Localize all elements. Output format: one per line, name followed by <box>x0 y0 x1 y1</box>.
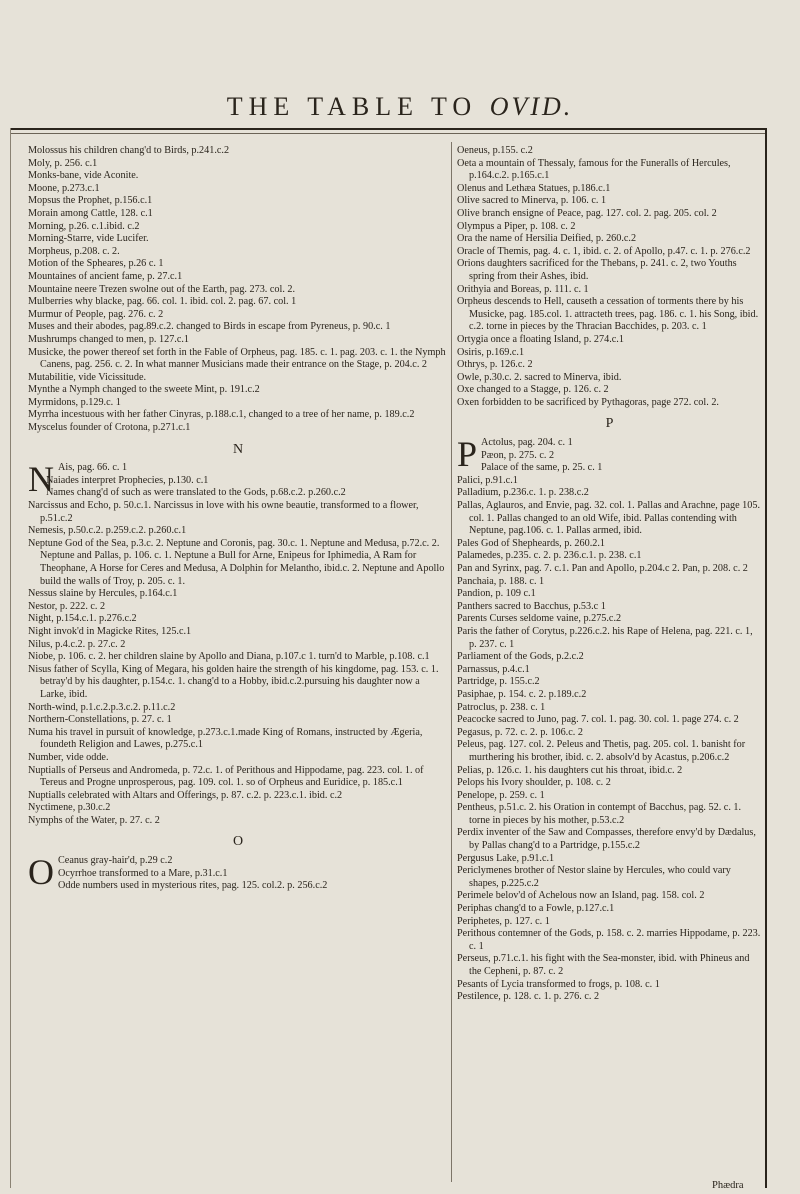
index-entry: Mopsus the Prophet, p.156.c.1 <box>28 195 153 207</box>
index-entry: Periphetes, p. 127. c. 1 <box>457 915 550 927</box>
index-entry: Mutabilitie, vide Vicissitude. <box>28 371 147 383</box>
index-entry: Moly, p. 256. c.1 <box>28 157 98 169</box>
index-entry: Olympus a Piper, p. 108. c. 2 <box>457 220 576 232</box>
header-rule <box>10 133 765 134</box>
index-entry: Niobe, p. 106. c. 2. her children slaine by Apollo and Diana, p.107.c 1. turn'd to Marble, p.108. c.1 <box>28 651 430 663</box>
index-entry: Oxe changed to a Stagge, p. 126. c. 2 <box>457 384 609 396</box>
index-entry: Mynthe a Nymph changed to the sweete Mint, p. 191.c.2 <box>28 384 260 396</box>
index-entry: Parents Curses seldome vaine, p.275.c.2 <box>457 613 622 625</box>
index-entry: Pallas, Aglauros, and Envie, pag. 32. col. 1. Pallas and Arachne, page 105. col. 1. Pallas changed to an old Wife, ibid. Pallas contending with Neptune, pag.106. c. 1. Pallas armed, ibid. <box>457 500 761 537</box>
index-entry: Number, vide odde. <box>28 751 109 763</box>
index-entry: Actolus, pag. 204. c. 1 <box>481 437 573 449</box>
index-entry: Othrys, p. 126.c. 2 <box>457 359 533 371</box>
index-entry: Musicke, the power thereof set forth in the Fable of Orpheus, pag. 185. c. 1. pag. 203. c. 1. the Nymph Canens, pag. 256. c. 2. In what manner Musicians made their entrance on the Stage, p. 204.c. 2 <box>28 346 446 371</box>
index-entry: Periphas chang'd to a Fowle, p.127.c.1 <box>457 903 615 915</box>
index-entry: Partridge, p. 155.c.2 <box>457 676 540 688</box>
index-entry: Pasiphae, p. 154. c. 2. p.189.c.2 <box>457 688 587 700</box>
p-entries <box>457 475 762 1004</box>
index-entry: Nisus father of Scylla, King of Megara, his golden haire the strength of his kingdome, pag. 153. c. 1. betray'd by his daughter, p.154.c. 1. chang'd to a Hobby, ibid.c.2.pursuing his daughter now a Larke, ibid. <box>28 663 439 700</box>
index-entry: Night, p.154.c.1. p.276.c.2 <box>28 613 137 625</box>
index-entry: Myscelus founder of Crotona, p.271.c.1 <box>28 422 191 434</box>
index-entry: Pelops his Ivory shoulder, p. 108. c. 2 <box>457 777 611 789</box>
index-entry: Nuptialls celebrated with Altars and Offerings, p. 87. c.2. p. 223.c.1. ibid. c.2 <box>28 789 343 801</box>
index-entry: Narcissus and Echo, p. 50.c.1. Narcissus in love with his owne beautie, transformed to a flower, p.51.c.2 <box>28 500 419 524</box>
index-entry: North-wind, p.1.c.2.p.3.c.2. p.11.c.2 <box>28 701 176 713</box>
index-entry: Pan and Syrinx, pag. 7. c.1. Pan and Apollo, p.204.c 2. Pan, p. 208. c. 2 <box>457 563 748 574</box>
index-entry: Nemesis, p.50.c.2. p.259.c.2. p.260.c.1 <box>28 525 187 537</box>
index-entry: Palamedes, p.235. c. 2. p. 236.c.1. p. 238. c.1 <box>457 550 642 562</box>
title-italic: OVID. <box>489 92 574 121</box>
n-first-text: Ais, pag. 66. c. 1 <box>58 462 128 474</box>
index-entry: Mountaine neere Trezen swolne out of the Earth, pag. 273. col. 2. <box>28 283 296 295</box>
o-first-block <box>28 852 448 893</box>
index-entry: Perithous contemner of the Gods, p. 158. c. 2. marries Hippodame, p. 223. c. 1 <box>457 928 761 952</box>
index-entry: Palici, p.91.c.1 <box>457 474 518 486</box>
index-entry: Ceanus gray-hair'd, p.29 c.2 <box>58 855 173 867</box>
p-first-lines <box>457 434 762 475</box>
index-entry: Morning-Starre, vide Lucifer. <box>28 233 149 245</box>
index-entry: Northern-Constellations, p. 27. c. 1 <box>28 714 172 726</box>
index-entry: Owle, p.30.c. 2. sacred to Minerva, ibid. <box>457 371 622 383</box>
index-entry: Naiades interpret Prophecies, p.130. c.1 <box>46 474 209 486</box>
index-entry: Perdix inventer of the Saw and Compasses, therefore envy'd by Dædalus, by Pallas chang'd to a Partridge, p.155.c.2 <box>457 827 756 852</box>
index-entry: Nymphs of the Water, p. 27. c. 2 <box>28 814 160 826</box>
page-title <box>0 92 800 122</box>
index-entry: Oeta a mountain of Thessaly, famous for the Funeralls of Hercules, p.164.c.2. p.165.c.1 <box>457 157 731 182</box>
index-entry: Olenus and Lethæa Statues, p.186.c.1 <box>457 182 611 194</box>
index-entry: Peleus, pag. 127. col. 2. Peleus and Thetis, pag. 205. col. 1. banisht for murthering his brother, ibid. c. 2. absolv'd by Acastus, p.206.c.2 <box>457 739 746 763</box>
o-lines <box>28 852 448 893</box>
index-entry: Parnassus, p.4.c.1 <box>457 663 530 675</box>
index-entry: Nilus, p.4.c.2. p. 27.c. 2 <box>28 638 126 650</box>
drop-cap-o: O <box>28 852 54 893</box>
index-entry: Orions daughters sacrificed for the Thebans, p. 241. c. 2, two Youths spring from their Ashes, ibid. <box>457 258 737 282</box>
index-entry: Night invok'd in Magicke Rites, 125.c.1 <box>28 625 192 637</box>
index-entry: Oracle of Themis, pag. 4. c. 1, ibid. c. 2. of Apollo, p.47. c. 1. p. 276.c.2 <box>457 245 751 257</box>
index-entry: Osiris, p.169.c.1 <box>457 346 525 358</box>
index-entry: Panchaia, p. 188. c. 1 <box>457 575 545 587</box>
right-border <box>765 128 767 1188</box>
index-entry: Motion of the Spheares, p.26 c. 1 <box>28 258 164 270</box>
index-entry: Patroclus, p. 238. c. 1 <box>457 701 546 713</box>
index-entry: Nestor, p. 222. c. 2 <box>28 600 106 612</box>
o-entries <box>457 145 762 409</box>
index-entry: Ocyrrhoe transformed to a Mare, p.31.c.1 <box>58 867 228 879</box>
index-entry: Perseus, p.71.c.1. his fight with the Sea-monster, ibid. with Phineus and the Cepheni, p. 87. c. 2 <box>457 953 750 977</box>
index-entry: Peacocke sacred to Juno, pag. 7. col. 1. pag. 30. col. 1. page 274. c. 2 <box>457 714 739 726</box>
index-entry: Mulberries why blacke, pag. 66. col. 1. ibid. col. 2. pag. 67. col. 1 <box>28 296 297 308</box>
index-entry: Perimele belov'd of Achelous now an Island, pag. 158. col. 2 <box>457 890 705 902</box>
section-heading-p: P <box>605 416 614 432</box>
index-entry: Palace of the same, p. 25. c. 1 <box>481 462 603 474</box>
index-entry: Morain among Cattle, 128. c.1 <box>28 207 153 219</box>
index-entry: Orpheus descends to Hell, causeth a cessation of torments there by his Musicke, pag. 185.col. 1. attracteth trees, pag. 186. c. 1. his Song, ibid. c.2. torne in pieces by the Thracian Bacchides, p. 203. c. 1 <box>457 296 759 333</box>
index-entry: Myrrha incestuous with her father Cinyras, p.188.c.1, changed to a tree of her name, p. 189.c.2 <box>28 409 415 421</box>
index-entry: Nuptialls of Perseus and Andromeda, p. 72.c. 1. of Perithous and Hippodame, pag. 223. col. 1. of Tereus and Progne unprosperous, pag. 109. col. 1. so of Orpheus and Euridice, p. 185.c.1 <box>28 764 424 789</box>
index-entry: Pæon, p. 275. c. 2 <box>481 449 555 461</box>
index-entry: Pentheus, p.51.c. 2. his Oration in contempt of Bacchus, pag. 52. c. 1. torne in pieces by his mother, p.53.c.2 <box>457 802 742 826</box>
index-entry: Olive sacred to Minerva, p. 106. c. 1 <box>457 195 607 207</box>
index-entry: Molossus his children chang'd to Birds, p.241.c.2 <box>28 145 230 156</box>
index-entry: Pandion, p. 109 c.1 <box>457 588 536 600</box>
index-entry: Monks-bane, vide Aconite. <box>28 170 139 182</box>
index-entry: Panthers sacred to Bacchus, p.53.c 1 <box>457 600 606 612</box>
left-border <box>10 128 11 1188</box>
index-entry: Oxen forbidden to be sacrificed by Pythagoras, page 272. col. 2. <box>457 396 719 408</box>
column-divider <box>451 142 452 1182</box>
index-entry: Pales God of Shepheards, p. 260.2.1 <box>457 537 605 549</box>
p-first-block <box>457 434 762 475</box>
index-entry: Numa his travel in pursuit of knowledge, p.273.c.1.made King of Romans, instructed by Ægeria, foundeth Religion and Lawes, p.275.c.1 <box>28 726 423 751</box>
index-entry: Pestilence, p. 128. c. 1. p. 276. c. 2 <box>457 991 600 1003</box>
index-entry: Morpheus, p.208. c. 2. <box>28 245 120 257</box>
index-entry: Olive branch ensigne of Peace, pag. 127. col. 2. pag. 205. col. 2 <box>457 207 717 219</box>
index-entry: Murmur of People, pag. 276. c. 2 <box>28 308 164 320</box>
index-entry: Penelope, p. 259. c. 1 <box>457 789 545 801</box>
index-entry: Muses and their abodes, pag.89.c.2. changed to Birds in escape from Pyreneus, p. 90.c. 1 <box>28 321 391 333</box>
section-heading-n: N <box>232 441 244 457</box>
index-entry: Pegasus, p. 72. c. 2. p. 106.c. 2 <box>457 726 583 738</box>
index-entry: Periclymenes brother of Nestor slaine by Hercules, who could vary shapes, p.225.c.2 <box>457 865 731 889</box>
index-entry: Myrmidons, p.129.c. 1 <box>28 396 121 408</box>
index-entry: Nyctimene, p.30.c.2 <box>28 802 111 814</box>
top-rule <box>10 128 765 130</box>
index-entry: Neptune God of the Sea, p.3.c. 2. Neptune and Coronis, pag. 30.c. 1. Neptune and Medusa, p.72.c. 2. Neptune and Pallas, p. 106. c. 1. Neptune a Bull for Arne, Enipeus for Iphimedia, A Ram for Theophane, A Horse for Ceres and Medusa, A Dolphin for Melantho, ibid.c. 2. Neptune and Apollo build the walls of Troy, p. 205. c. 1. <box>28 537 445 587</box>
index-entry: Morning, p.26. c.1.ibid. c.2 <box>28 220 140 232</box>
index-entry: Pergusus Lake, p.91.c.1 <box>457 852 555 864</box>
index-entry: Odde numbers used in mysterious rites, pag. 125. col.2. p. 256.c.2 <box>58 880 328 892</box>
n-first-continuation <box>28 475 448 500</box>
right-column <box>457 145 762 1004</box>
title-main: THE TABLE TO <box>226 92 478 121</box>
left-column <box>28 145 448 893</box>
index-entry: Mushrumps changed to men, p. 127.c.1 <box>28 333 189 345</box>
index-entry: Orithyia and Boreas, p. 111. c. 1 <box>457 283 589 295</box>
index-entry: Moone, p.273.c.1 <box>28 182 100 194</box>
index-entry: Names chang'd of such as were translated to the Gods, p.68.c.2. p.260.c.2 <box>46 487 346 499</box>
index-entry: Nessus slaine by Hercules, p.164.c.1 <box>28 588 178 600</box>
m-entries <box>28 145 448 435</box>
index-entry: Oeneus, p.155. c.2 <box>457 145 533 156</box>
section-heading-o: O <box>232 834 244 850</box>
index-entry: Ora the name of Hersilia Deified, p. 260.c.2 <box>457 233 637 245</box>
index-entry: Ortygia once a floating Island, p. 274.c.1 <box>457 333 624 345</box>
index-entry: Palladium, p.236.c. 1. p. 238.c.2 <box>457 487 589 499</box>
drop-cap-n: N <box>28 459 54 500</box>
index-entry: Pesants of Lycia transformed to frogs, p. 108. c. 1 <box>457 978 660 990</box>
index-entry: Pelias, p. 126.c. 1. his daughters cut his throat, ibid.c. 2 <box>457 764 683 776</box>
index-entry: Mountaines of ancient fame, p. 27.c.1 <box>28 270 183 282</box>
index-entry: Paris the father of Corytus, p.226.c.2. his Rape of Helena, pag. 221. c. 1, p. 237. c. 1 <box>457 625 753 650</box>
catchword: Phædra <box>712 1180 744 1191</box>
index-entry: Parliament of the Gods, p.2.c.2 <box>457 651 584 663</box>
drop-cap-p: P <box>457 434 478 475</box>
n-entries <box>28 500 448 827</box>
